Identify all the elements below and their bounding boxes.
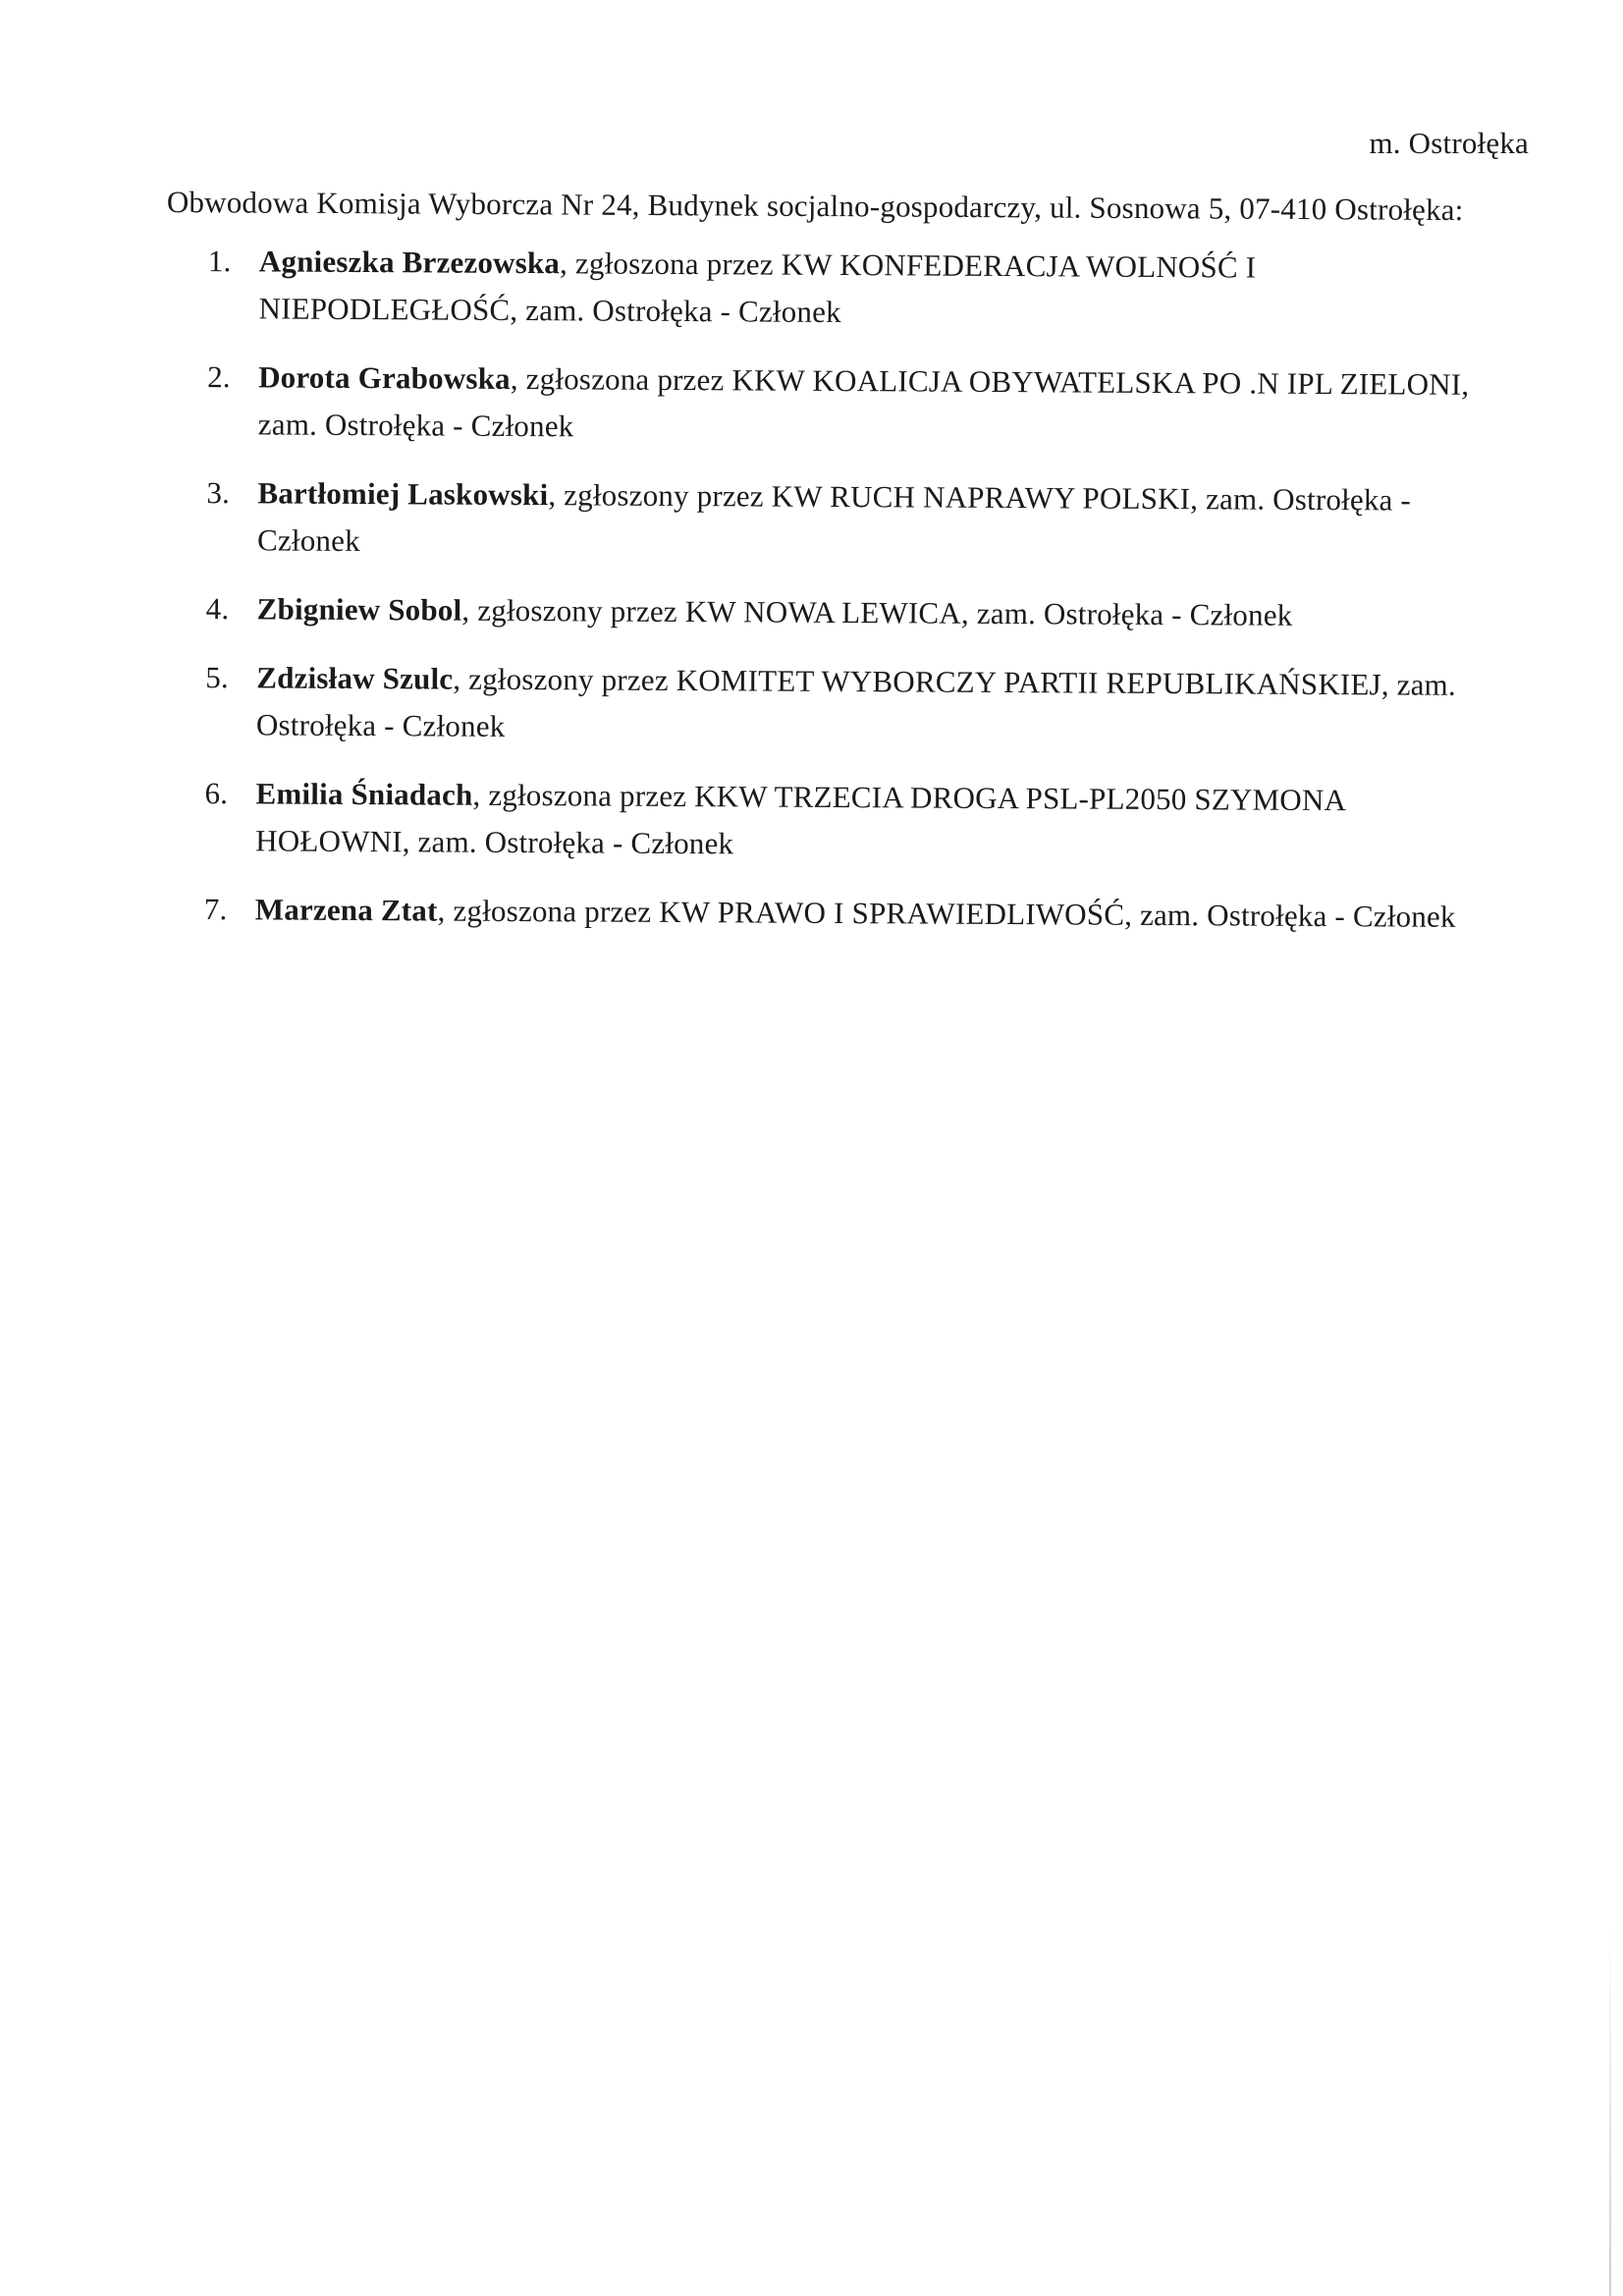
member-details: , zgłoszony przez KOMITET WYBORCZY PARTII REPUBLIKAŃSKIEJ, zam. Ostrołęka - Członek xyxy=(255,661,1456,743)
member-details: , zgłoszona przez KW PRAWO I SPRAWIEDLIWOŚĆ, zam. Ostrołęka - Członek xyxy=(437,893,1456,934)
member-name: Emilia Śniadach xyxy=(255,776,473,812)
item-number: 2. xyxy=(207,359,231,395)
commission-title: Obwodowa Komisja Wyborcza Nr 24, Budynek socjalno-gospodarczy, ul. Sosnowa 5, 07-410 Ostrołęka: xyxy=(166,185,1464,228)
member-details: , zgłoszona przez KKW TRZECIA DROGA PSL-PL2050 SZYMONA HOŁOWNI, zam. Ostrołęka - Członek xyxy=(255,777,1345,861)
list-item xyxy=(194,585,1471,640)
member-name: Zbigniew Sobol xyxy=(256,591,462,628)
list-item xyxy=(194,469,1472,572)
item-number: 5. xyxy=(205,660,230,695)
item-number: 3. xyxy=(206,475,231,511)
list-item xyxy=(193,654,1471,756)
list-item xyxy=(195,238,1473,340)
list-item xyxy=(195,354,1473,456)
member-details: , zgłoszony przez KW RUCH NAPRAWY POLSKI, zam. Ostrołęka - Członek xyxy=(257,477,1412,559)
member-name: Dorota Grabowska xyxy=(258,359,511,396)
item-number: 1. xyxy=(207,244,232,279)
item-number: 4. xyxy=(205,591,230,627)
member-details: , zgłoszona przez KW KONFEDERACJA WOLNOŚĆ I NIEPODLEGŁOŚĆ, zam. Ostrołęka - Członek xyxy=(258,246,1257,330)
member-details: , zgłoszony przez KW NOWA LEWICA, zam. Ostrołęka - Członek xyxy=(461,592,1293,632)
scan-edge-line xyxy=(1609,1925,1611,2296)
list-item xyxy=(192,886,1469,941)
list-item xyxy=(192,770,1470,872)
members-list xyxy=(192,238,1473,962)
member-name: Bartłomiej Laskowski xyxy=(257,475,549,513)
member-name: Zdzisław Szulc xyxy=(256,660,454,696)
member-details: , zgłoszona przez KKW KOALICJA OBYWATELSKA PO .N IPL ZIELONI, zam. Ostrołęka - Członek xyxy=(257,360,1470,444)
item-number: 7. xyxy=(203,892,228,927)
place-header: m. Ostrołęka xyxy=(1369,126,1529,160)
member-name: Marzena Ztat xyxy=(254,892,438,928)
member-name: Agnieszka Brzezowska xyxy=(258,244,561,281)
item-number: 6. xyxy=(204,776,229,811)
